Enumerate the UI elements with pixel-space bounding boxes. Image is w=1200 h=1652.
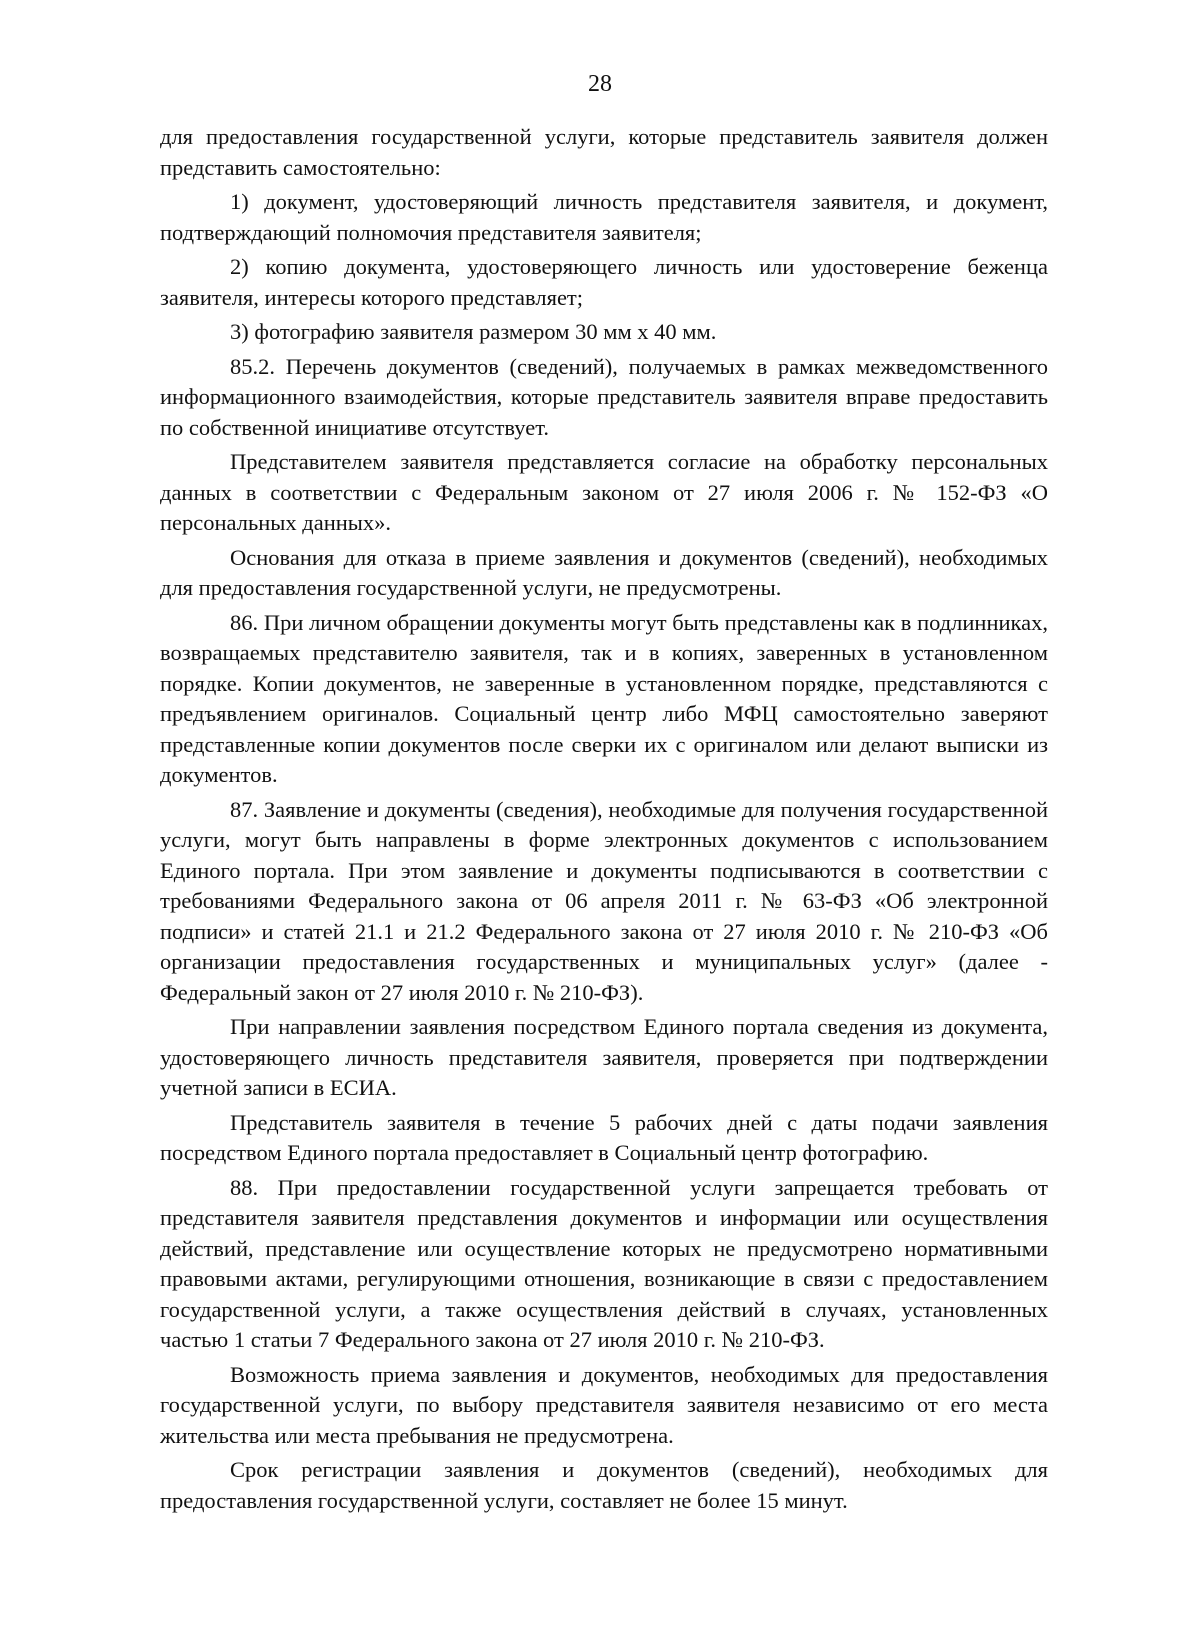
page-number: 28: [588, 71, 612, 97]
paragraph: Представителем заявителя представляется согласие на обработку персональных данных в соответствии с Федеральным законом от 27 июля 2006 г. № 152-ФЗ «О персональных данных».: [160, 449, 1048, 535]
paragraph: 86. При личном обращении документы могут быть представлены как в подлинниках, возвращаемых представителю заявителя, так и в копиях, заверенных в установленном порядке. Копии документов, не заверенные в установленном порядке, представляются с предъявлением оригиналов. Социальный центр либо МФЦ самостоятельно заверяют представленные копии документов после сверки их с оригиналом или делают выписки из документов.: [160, 609, 1048, 787]
paragraph: 85.2. Перечень документов (сведений), получаемых в рамках межведомственного информационного взаимодействия, которые представитель заявителя вправе предоставить по собственной инициативе отсутствует.: [160, 353, 1048, 440]
paragraph: При направлении заявления посредством Единого портала сведения из документа, удостоверяющего личность представителя заявителя, проверяется при подтверждении учетной записи в ЕСИА.: [160, 1014, 1048, 1100]
paragraph: 87. Заявление и документы (сведения), необходимые для получения государственной услуги, могут быть направлены в форме электронных документов с использованием Единого портала. При этом заявление и документы подписываются в соответствии с требованиями Федерального закона от 06 апреля 2011 г. № 63-ФЗ «Об электронной подписи» и статей 21.1 и 21.2 Федерального закона от 27 июля 2010 г. № 210-ФЗ «Об организации предоставления государственных и муниципальных услуг» (далее - Федеральный закон от 27 июля 2010 г. № 210-ФЗ).: [160, 796, 1048, 1005]
paragraph: для предоставления государственной услуги, которые представитель заявителя должен представить самостоятельно:: [160, 124, 1048, 180]
paragraph: Возможность приема заявления и документов, необходимых для предоставления государственной услуги, по выбору представителя заявителя независимо от его места жительства или места пребывания не предусмотрена.: [160, 1361, 1048, 1448]
list-item: 3) фотографию заявителя размером 30 мм х 40 мм.: [230, 319, 717, 344]
paragraph: Срок регистрации заявления и документов (сведений), необходимых для предоставления государственной услуги, составляет не более 15 минут.: [160, 1457, 1048, 1513]
document-body: [160, 122, 1048, 1520]
list-item: 2) копию документа, удостоверяющего личность или удостоверение беженца заявителя, интересы которого представляет;: [160, 254, 1048, 310]
paragraph: 88. При предоставлении государственной услуги запрещается требовать от представителя заявителя представления документов и информации или осуществления действий, представление или осуществление которых не предусмотрено нормативными правовыми актами, регулирующими отношения, возникающие в связи с предоставлением государственной услуги, а также осуществления действий в случаях, установленных частью 1 статьи 7 Федерального закона от 27 июля 2010 г. № 210-ФЗ.: [160, 1174, 1048, 1352]
paragraph: Представитель заявителя в течение 5 рабочих дней с даты подачи заявления посредством Единого портала предоставляет в Социальный центр фотографию.: [160, 1109, 1048, 1165]
list-item: 1) документ, удостоверяющий личность представителя заявителя, и документ, подтверждающий полномочия представителя заявителя;: [160, 189, 1048, 245]
paragraph: Основания для отказа в приеме заявления и документов (сведений), необходимых для предоставления государственной услуги, не предусмотрены.: [160, 544, 1048, 600]
